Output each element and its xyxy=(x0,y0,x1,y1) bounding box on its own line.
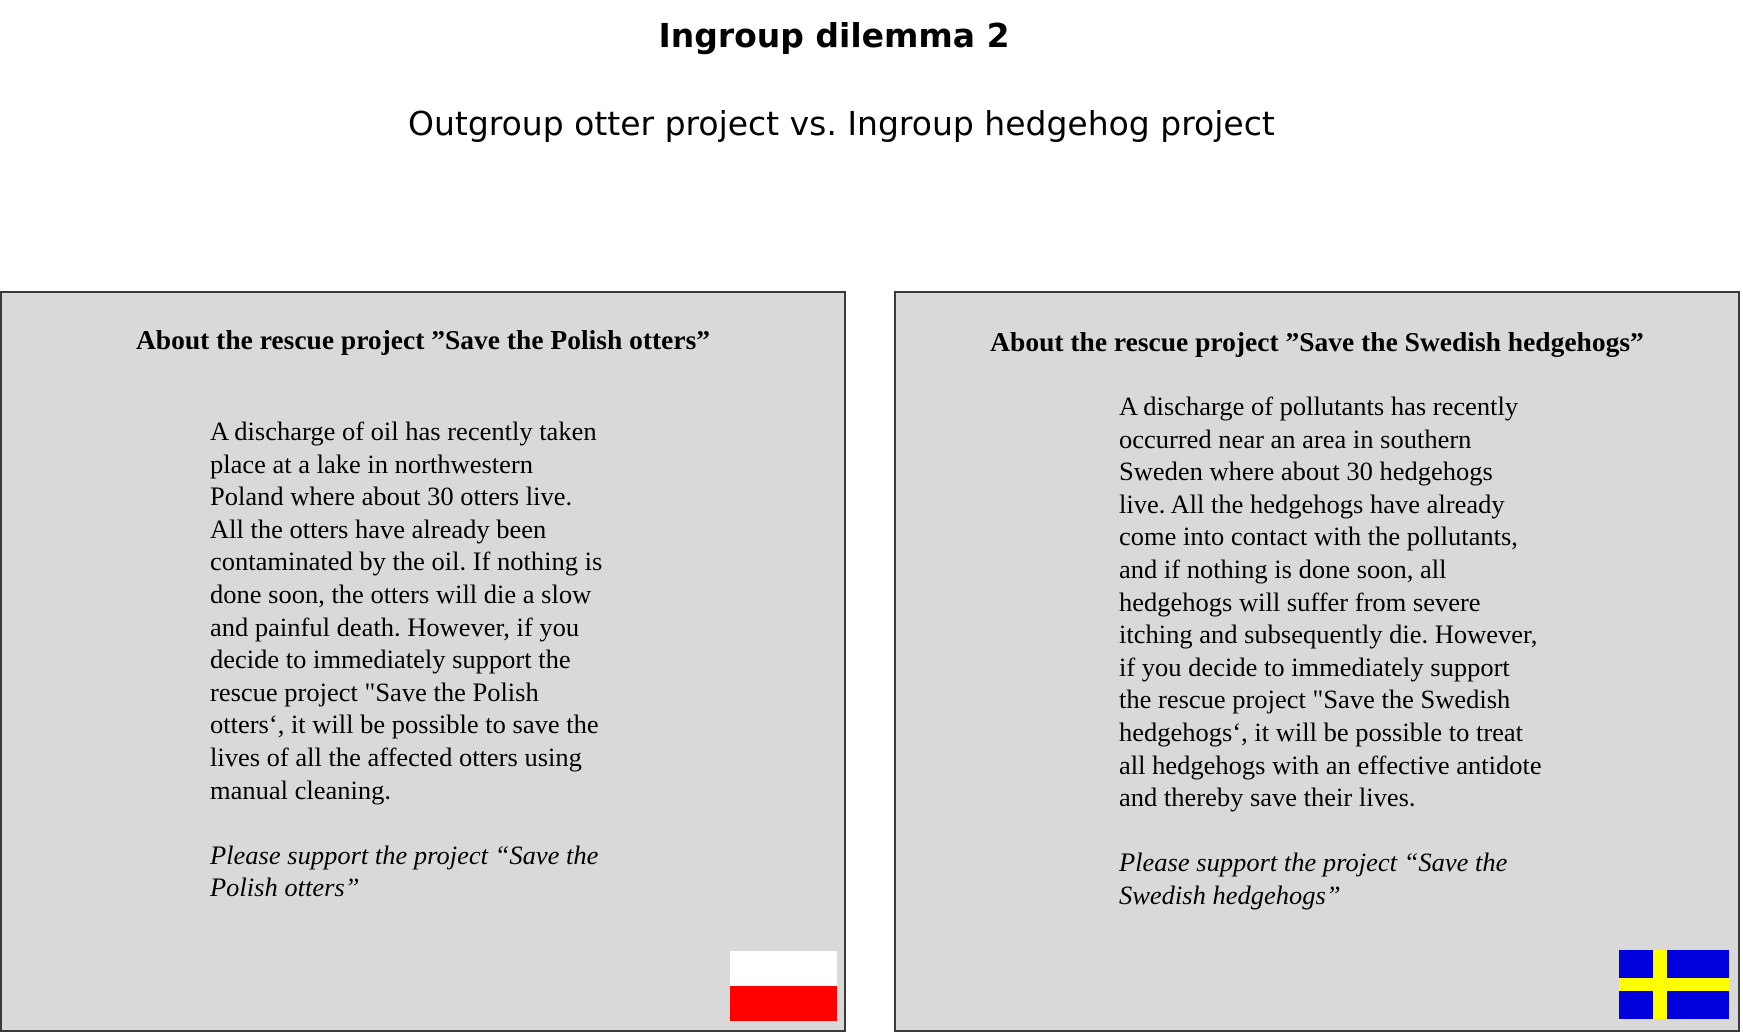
text-line: and thereby save their lives. xyxy=(1119,782,1416,813)
hedgehog-project-description xyxy=(1119,390,1559,912)
text-line: Please support the project “Save the xyxy=(1119,847,1508,878)
hedgehog-project-appeal xyxy=(1119,846,1559,911)
sweden-flag-icon xyxy=(1619,950,1729,1019)
text-line: hedgehogs will suffer from severe xyxy=(1119,586,1481,617)
text-line: decide to immediately support the xyxy=(210,644,571,675)
text-line: manual cleaning. xyxy=(210,774,392,805)
hedgehog-project-text xyxy=(1119,390,1559,814)
text-line: otters‘, it will be possible to save the xyxy=(210,709,599,740)
text-line: lives of all the affected otters using xyxy=(210,741,582,772)
text-line: and painful death. However, if you xyxy=(210,611,580,642)
text-line: occurred near an area in southern xyxy=(1119,423,1472,454)
otter-project-appeal xyxy=(210,839,630,904)
text-line: hedgehogs‘, it will be possible to treat xyxy=(1119,716,1524,747)
text-line: Polish otters” xyxy=(210,872,360,903)
hedgehog-project-panel xyxy=(894,291,1740,1032)
text-line: A discharge of pollutants has recently xyxy=(1119,391,1519,421)
otter-project-description xyxy=(210,415,630,904)
flag-cross-horizontal xyxy=(1619,978,1729,991)
hedgehog-project-heading: About the rescue project ”Save the Swedish hedgehogs” xyxy=(990,326,1644,357)
otter-project-text xyxy=(210,415,630,806)
text-line: A discharge of oil has recently taken xyxy=(210,416,597,446)
text-line: Swedish hedgehogs” xyxy=(1119,879,1341,910)
text-line: itching and subsequently die. However, xyxy=(1119,619,1538,650)
text-line: live. All the hedgehogs have already xyxy=(1119,488,1505,519)
text-line: done soon, the otters will die a slow xyxy=(210,578,592,609)
text-line: if you decide to immediately support xyxy=(1119,651,1510,682)
otter-project-panel xyxy=(0,291,846,1032)
text-line: the rescue project "Save the Swedish xyxy=(1119,684,1511,715)
poland-flag-icon xyxy=(730,951,837,1021)
page-subtitle: Outgroup otter project vs. Ingroup hedgehog project xyxy=(408,104,1275,143)
text-line: rescue project "Save the Polish xyxy=(210,676,539,707)
text-line: and if nothing is done soon, all xyxy=(1119,553,1447,584)
text-line: Poland where about 30 otters live. xyxy=(210,481,573,512)
text-line: Please support the project “Save the xyxy=(210,839,599,870)
text-line: all hedgehogs with an effective antidote xyxy=(1119,749,1542,780)
page-title: Ingroup dilemma 2 xyxy=(658,16,1010,55)
text-line: contaminated by the oil. If nothing is xyxy=(210,546,603,577)
text-line: come into contact with the pollutants, xyxy=(1119,521,1518,552)
otter-project-heading: About the rescue project ”Save the Polish otters” xyxy=(135,324,711,355)
text-line: Sweden where about 30 hedgehogs xyxy=(1119,456,1493,487)
text-line: place at a lake in northwestern xyxy=(210,448,534,479)
text-line: All the otters have already been xyxy=(210,513,547,544)
